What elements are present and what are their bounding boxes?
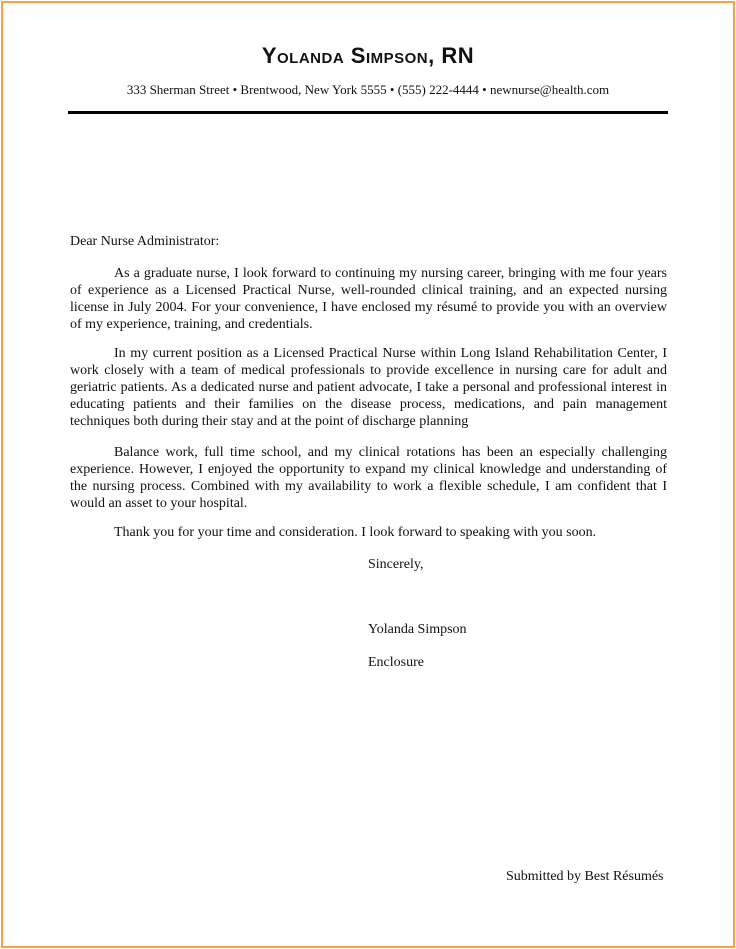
signature-name: Yolanda Simpson (368, 622, 467, 637)
applicant-name: Yolanda Simpson, RN (261, 43, 475, 68)
paragraph-1: As a graduate nurse, I look forward to continuing my nursing career, bringing with me four years of experience as a Licensed Practical Nurse, well-rounded clinical training, and an expected nursing license in July 2004. For your convenience, I have enclosed my résumé to provide you with an overview of my experience, training, and credentials. (70, 266, 667, 332)
paragraph-2: In my current position as a Licensed Practical Nurse within Long Island Rehabilitation Center, I work closely with a team of medical professionals to provide excellence in nursing care for adult and geriatric patients. As a dedicated nurse and patient advocate, I take a personal and professional interest in educating patients and their families on the disease process, medications, and pain management techniques both during their stay and at the point of discharge planning (70, 346, 667, 429)
header-divider (68, 111, 668, 114)
paragraph-4: Thank you for your time and consideration. I look forward to speaking with you soon. (114, 525, 597, 540)
submitted-by: Submitted by Best Résumés (506, 869, 664, 884)
salutation: Dear Nurse Administrator: (70, 234, 220, 249)
closing: Sincerely, (368, 557, 424, 572)
enclosure-note: Enclosure (368, 655, 424, 670)
contact-line: 333 Sherman Street • Brentwood, New York 5555 • (555) 222-4444 • newnurse@health.com (126, 82, 610, 97)
paragraph-3: Balance work, full time school, and my clinical rotations has been an especially challenging experience. However, I enjoyed the opportunity to expand my clinical knowledge and understanding of the nursing process. Combined with my availability to work a flexible schedule, I am confident that I would an asset to your hospital. (70, 445, 667, 511)
